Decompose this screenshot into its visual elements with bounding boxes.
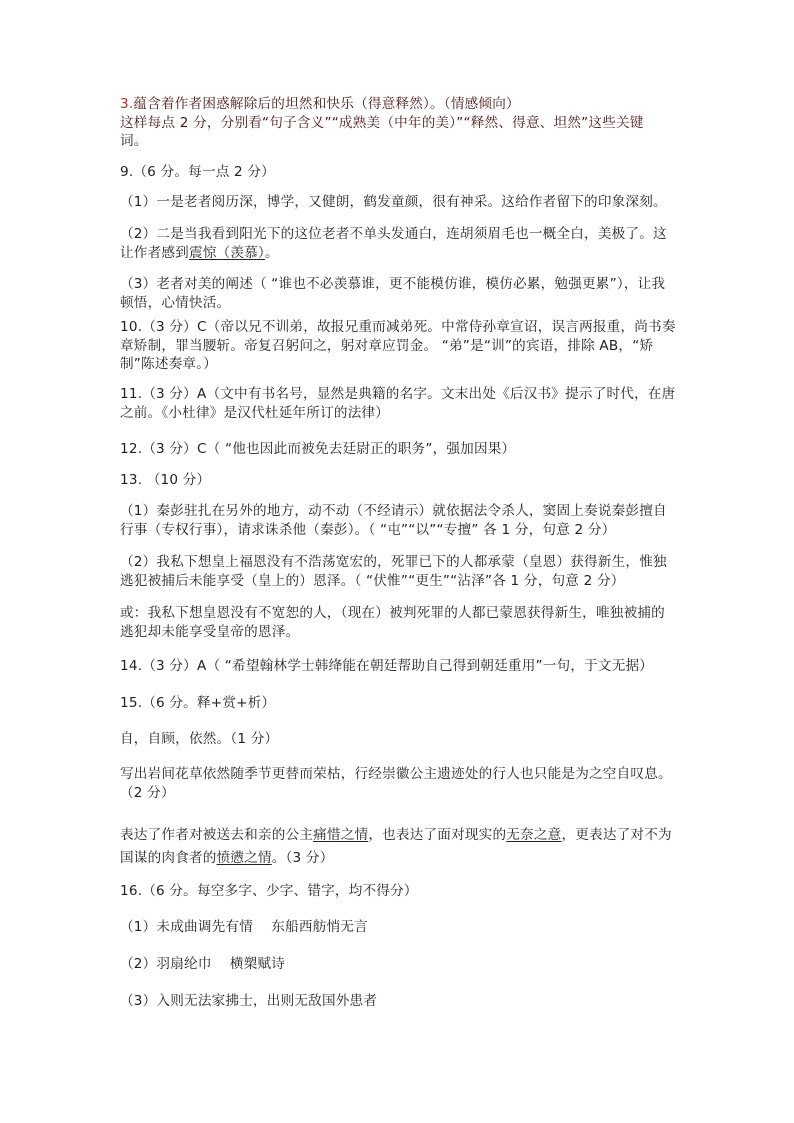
q14-line [120,657,653,675]
q16-2-line [120,955,285,973]
underlined-keyword: 无奈之意 [506,827,562,843]
text-segment: 或：我私下想皇恩没有不宽恕的人，（现在）被判死罪的人都已蒙恩获得新生，唯独被捕的 [120,605,665,621]
text-segment: 国谋的肉食者的 [120,850,217,866]
text-segment: 逃犯却未能享受皇帝的恩泽。 [120,623,300,640]
q13-2-line [120,572,625,590]
text-segment: ，更表达了对不为 [561,827,672,843]
text-segment: （2）羽扇纶巾 横槊赋诗 [120,956,286,972]
text-segment: 蕴含着作者困惑解除后的坦然和快乐（得意释然）。（情感倾向） [133,96,520,112]
text-segment: 制”陈述奏章。） [120,356,217,372]
text-segment: 行事（专权行事），请求诛杀他（秦彭）。（ “屯”“以”“专擅” 各 1 分，句意 2 分） [120,521,616,538]
q13-1-line [120,521,615,539]
text-segment: （2）二是当我看到阳光下的这位老者不单头发通白，连胡须眉毛也一概全白，美极了。这 [120,226,667,242]
underlined-keyword: 愤懑之情 [216,850,272,866]
q9-3-line [120,294,230,312]
text-segment: 顿悟，心情快活。 [120,294,231,311]
q13-header-line [120,471,210,489]
q11-line [120,385,675,403]
q15-3-line [120,849,334,867]
text-segment: 这样每点 2 分，分别看“句子含义”“成熟美（中年的美）”“释然、得意、坦然”这些关键 [120,114,644,131]
text-segment: （2 分） [120,784,175,801]
q15-header-line [120,694,275,712]
q15-2-line [120,784,175,802]
q9-2-line [120,225,667,243]
text-segment: 13. （10 分） [120,472,211,488]
text-segment: （1）一是老者阅历深，博学，又健朗，鹤发童颜，很有神采。这给作者留下的印象深刻。 [120,194,667,210]
q10-line [120,318,676,336]
text-segment: 让作者感到 [120,244,189,261]
q16-header-line [120,882,418,900]
q13-alt-line [120,604,665,622]
q10-line [120,337,653,355]
text-segment: （1）秦彭驻扎在另外的地方，动不动（不经请示）就依据法令杀人，窦固上奏说秦彭擅自 [120,503,667,519]
text-segment: 章矫制，罪当腰斩。帝复召躬问之，躬对章应罚金。 “弟”是“训”的宾语，排除 AB，“矫 [120,337,654,354]
text-segment: 10.（3 分）C（帝以兄不训弟，故报兄重而减弟死。中常侍孙章宣诏，误言两报重，尚书奏 [120,319,676,335]
text-segment: 9.（6 分。每一点 2 分） [120,164,275,180]
text-segment: 16.（6 分。每空多字、少字、错字，均不得分） [120,883,418,899]
q9-header-line [120,163,275,181]
text-segment: （2）我私下想皇上福恩没有不浩荡宽宏的，死罪已下的人都承蒙（皇恩）获得新生，惟独 [120,554,667,570]
q15-3-line [120,826,672,844]
text-segment: 11.（3 分）A（文中有书名号，显然是典籍的名字。文末出处《后汉书》提示了时代，在唐 [120,386,676,402]
text-segment: 3. [120,96,134,112]
text-segment: 14.（3 分）A（ “希望翰林学士韩绛能在朝廷帮助自己得到朝廷重用”一句，于文无据） [120,658,654,674]
q13-2-line [120,553,667,571]
q16-1-line [120,918,368,936]
text-segment: （1）未成曲调先有情 东船西舫悄无言 [120,919,368,935]
q13-alt-line [120,623,299,641]
q12-line [120,440,515,458]
q9-2-line [120,244,279,262]
q11-line [120,404,389,422]
text-segment: 之前。《小杜律》是汉代杜延年所订的法律） [120,404,390,421]
q15-2-line [120,765,672,783]
q15-1-line [120,730,278,748]
text-segment: （3）老者对美的阐述（ “谁也不必羡慕谁，更不能模仿谁，模仿必累，勉强更累”），让我 [120,276,666,292]
underlined-keyword: 震惊（羡慕） [188,244,265,261]
q13-1-line [120,502,667,520]
q8-point3-line [120,95,520,113]
text-segment: 12.（3 分）C（ “他也因此而被免去廷尉正的职务”，强加因果） [120,441,516,457]
text-segment: 。 [264,244,279,261]
q16-3-line [120,992,377,1010]
q10-line [120,355,217,373]
text-segment: 15.（6 分。释+赏+析） [120,695,276,711]
text-segment: 写出岩间花草依然随季节更替而荣枯，行经崇徽公主遗迹处的行人也只能是为之空自叹息。 [120,766,672,782]
q8-point3-line [120,132,148,150]
text-segment: 自，自顾，依然。（1 分） [120,731,279,747]
q9-1-line [120,193,667,211]
q8-point3-line [120,114,644,132]
text-segment: 逃犯被捕后未能享受（皇上的）恩泽。（ “伏惟”“更生”“沾泽”各 1 分，句意 2 分） [120,572,625,589]
underlined-keyword: 痛惜之情 [313,827,369,843]
text-segment: 词。 [120,133,148,149]
text-segment: 表达了作者对被送去和亲的公主 [120,827,314,843]
text-segment: （3）入则无法家拂士，出则无敌国外患者 [120,993,378,1009]
text-segment: 。（3 分） [271,850,334,866]
q9-3-line [120,275,665,293]
text-segment: ，也表达了面对现实的 [368,827,507,843]
